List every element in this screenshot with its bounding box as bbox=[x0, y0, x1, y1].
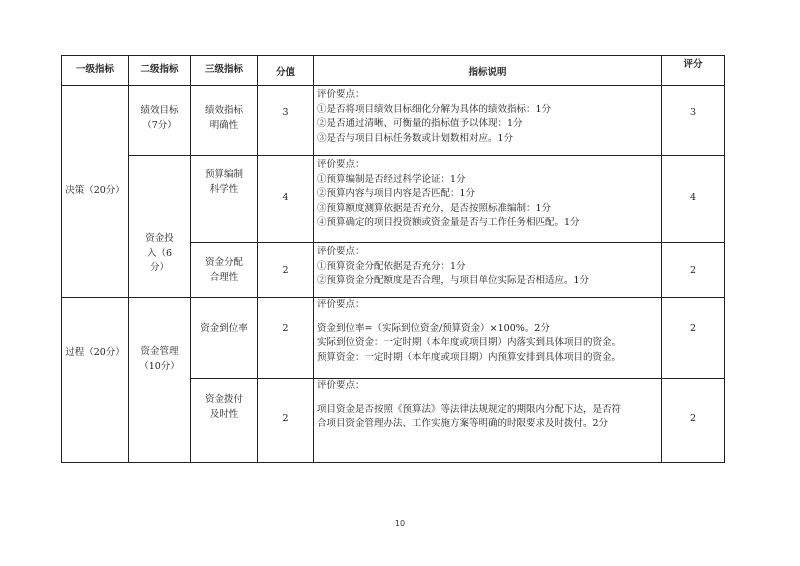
description-intro: 评价要点： bbox=[317, 380, 365, 391]
level3-arrival: 资金到位率 bbox=[191, 298, 258, 379]
page-number: 10 bbox=[394, 519, 406, 528]
description-line: ②是否通过清晰、可衡量的指标值予以体现：1分 bbox=[317, 118, 523, 129]
description-line: 预算资金：一定时期（本年度或项目期）内预算安排到具体项目的资金。 bbox=[317, 351, 622, 363]
header-level2: 二级指标 bbox=[129, 56, 191, 86]
table-row bbox=[62, 86, 725, 156]
description-goals bbox=[314, 86, 662, 156]
header-rating: 评分 bbox=[662, 56, 725, 86]
level1-process bbox=[62, 298, 129, 463]
description-line: 合项目资金管理办法、工作实施方案等明确的时限要求及时拨付。2分 bbox=[317, 418, 609, 429]
description-line: 项目资金是否按照《预算法》等法律法规规定的期限内分配下达，是否符 bbox=[317, 403, 622, 415]
description-intro: 评价要点： bbox=[317, 89, 365, 100]
level3-disbursement bbox=[191, 379, 258, 463]
description-spacer bbox=[317, 313, 658, 322]
description-line: ①是否将项目绩效目标细化分解为具体的绩效指标：1分 bbox=[317, 103, 552, 115]
level2-investment bbox=[129, 156, 191, 298]
score-arrival: 2 bbox=[258, 298, 314, 379]
level3-allocation bbox=[191, 243, 258, 298]
level3-allocation-label: 资金分配合理性 bbox=[204, 257, 243, 283]
description-disbursement bbox=[314, 379, 662, 463]
level2-fund-management-label: 资金管理（10分） bbox=[139, 346, 180, 372]
description-line: ③是否与项目目标任务数或计划数相对应。1分 bbox=[317, 132, 514, 144]
rating-budget: 4 bbox=[662, 156, 725, 243]
header-row bbox=[62, 56, 725, 86]
level1-decision-label: 决策（20分） bbox=[65, 185, 125, 197]
rating-disbursement: 2 bbox=[662, 379, 725, 463]
description-line: 实际到位资金：一定时期（本年度或项目期）内落实到具体项目的资金。 bbox=[317, 337, 622, 348]
header-level1: 一级指标 bbox=[62, 56, 129, 86]
description-line: ④预算确定的项目投资额或资金量是否与工作任务相匹配。1分 bbox=[317, 217, 580, 228]
description-line: 资金到位率=（实际到位资金/预算资金）×100%。2分 bbox=[317, 322, 550, 334]
rating-allocation: 2 bbox=[662, 243, 725, 298]
level1-process-label: 过程（20分） bbox=[65, 347, 125, 358]
header-description: 指标说明 bbox=[314, 56, 662, 86]
level3-goals bbox=[191, 86, 258, 156]
description-line: ②预算资金分配额度是否合理，与项目单位实际是否相适应。1分 bbox=[317, 275, 590, 286]
header-level3: 三级指标 bbox=[191, 56, 258, 86]
table-row bbox=[62, 298, 725, 379]
score-disbursement: 2 bbox=[258, 379, 314, 463]
description-intro: 评价要点： bbox=[317, 246, 365, 257]
description-line: ①预算资金分配依据是否充分：1分 bbox=[317, 260, 466, 272]
level3-budget bbox=[191, 156, 258, 243]
level2-goals-label: 绩效目标（7分） bbox=[140, 105, 179, 131]
table-row bbox=[62, 156, 725, 243]
description-intro: 评价要点： bbox=[317, 299, 365, 310]
description-spacer bbox=[317, 394, 658, 403]
evaluation-table bbox=[61, 55, 725, 463]
level1-decision bbox=[62, 86, 129, 298]
header-score: 分值 bbox=[258, 56, 314, 86]
level3-goals-label: 绩效指标明确性 bbox=[205, 105, 244, 131]
score-goals: 3 bbox=[258, 86, 314, 156]
description-budget bbox=[314, 156, 662, 243]
description-line: ①预算编制是否经过科学论证：1分 bbox=[317, 173, 466, 185]
score-budget: 4 bbox=[258, 156, 314, 243]
rating-arrival: 2 bbox=[662, 298, 725, 379]
rating-goals: 3 bbox=[662, 86, 725, 156]
description-line: ③预算额度测算依据是否充分，是否按照标准编制：1分 bbox=[317, 202, 552, 214]
level2-fund-management bbox=[129, 298, 191, 463]
score-allocation: 2 bbox=[258, 243, 314, 298]
description-line: ②预算内容与项目内容是否匹配：1分 bbox=[317, 188, 476, 199]
level3-disbursement-label: 资金拨付及时性 bbox=[205, 394, 244, 420]
description-allocation bbox=[314, 243, 662, 298]
description-arrival bbox=[314, 298, 662, 379]
level2-goals bbox=[129, 86, 191, 156]
level2-investment-label: 资金投入（6分） bbox=[145, 233, 174, 273]
level3-budget-label: 预算编制科学性 bbox=[204, 169, 243, 195]
description-intro: 评价要点： bbox=[317, 159, 365, 170]
